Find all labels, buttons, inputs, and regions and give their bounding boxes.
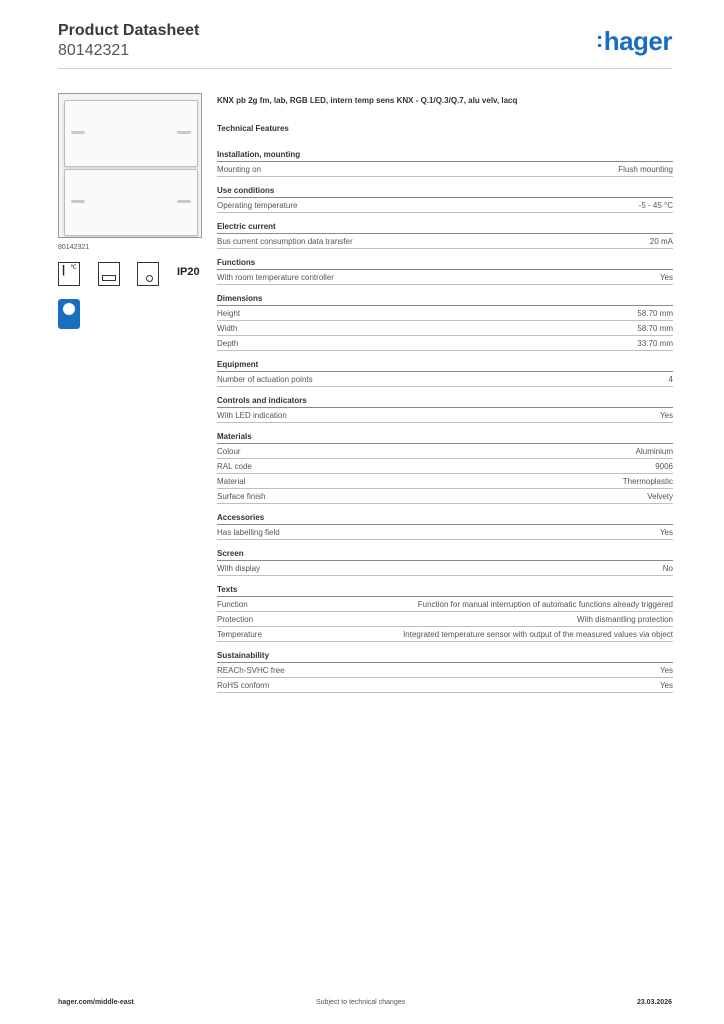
section-title: Use conditions	[217, 185, 673, 198]
feature-value: 58.70 mm	[637, 324, 673, 333]
section-title: Controls and indicators	[217, 395, 673, 408]
feature-section	[217, 584, 673, 642]
led-indicator	[177, 200, 191, 203]
technical-features-title: Technical Features	[217, 124, 289, 133]
feature-value: Integrated temperature sensor with output of the measured values via object	[403, 630, 673, 639]
feature-row	[217, 321, 673, 336]
section-title: Materials	[217, 431, 673, 444]
feature-row	[217, 561, 673, 576]
document-number: 80142321	[58, 42, 130, 59]
feature-row	[217, 444, 673, 459]
feature-label: With room temperature controller	[217, 273, 334, 282]
feature-value: 4	[668, 375, 673, 384]
feature-value: Aluminium	[635, 447, 673, 456]
feature-sections	[217, 149, 673, 693]
section-title: Sustainability	[217, 650, 673, 663]
feature-label: Function	[217, 600, 248, 609]
feature-row	[217, 234, 673, 249]
feature-label: RoHS conform	[217, 681, 270, 690]
rocker-bottom	[64, 169, 198, 236]
technical-features	[217, 95, 673, 701]
footer-notice: Subject to technical changes	[316, 999, 406, 1006]
feature-section	[217, 431, 673, 504]
feature-section	[217, 185, 673, 213]
feature-row	[217, 489, 673, 504]
feature-row	[217, 474, 673, 489]
feature-section	[217, 512, 673, 540]
feature-label: Colour	[217, 447, 241, 456]
feature-section	[217, 257, 673, 285]
feature-value: Yes	[659, 273, 673, 282]
led-indicator	[71, 131, 85, 134]
feature-value: With dismantling protection	[576, 615, 673, 624]
image-reference: 80142321	[58, 244, 90, 251]
feature-value: Yes	[659, 681, 673, 690]
feature-row	[217, 198, 673, 213]
section-title: Functions	[217, 257, 673, 270]
feature-label: Width	[217, 324, 238, 333]
logo-text: hager	[603, 26, 672, 56]
feature-label: Surface finish	[217, 492, 266, 501]
feature-label: Depth	[217, 339, 239, 348]
led-indicator	[71, 200, 85, 203]
feature-value: Flush mounting	[618, 165, 673, 174]
feature-value: 20 mA	[649, 237, 673, 246]
led-indicator	[177, 131, 191, 134]
feature-label: Height	[217, 309, 241, 318]
document-header	[58, 21, 199, 61]
feature-label: REACh-SVHC free	[217, 666, 285, 675]
feature-row	[217, 459, 673, 474]
panel-icon	[98, 262, 120, 286]
feature-row	[217, 372, 673, 387]
section-title: Texts	[217, 584, 673, 597]
feature-label: Bus current consumption data transfer	[217, 237, 353, 246]
feature-row	[217, 162, 673, 177]
feature-section	[217, 548, 673, 576]
feature-row	[217, 408, 673, 423]
celsius-glyph: ℃	[70, 265, 77, 271]
section-title: Electric current	[217, 221, 673, 234]
feature-section	[217, 149, 673, 177]
feature-value: Function for manual interruption of automatic functions already triggered	[417, 600, 673, 609]
section-title: Dimensions	[217, 293, 673, 306]
feature-section	[217, 395, 673, 423]
feature-value: -5 - 45 °C	[638, 201, 673, 210]
feature-section	[217, 650, 673, 693]
feature-row	[217, 627, 673, 642]
feature-row	[217, 336, 673, 351]
header-divider	[58, 68, 672, 69]
product-description: KNX pb 2g fm, lab, RGB LED, intern temp sens KNX - Q.1/Q.3/Q.7, alu velv, lacq	[217, 96, 518, 105]
section-title: Equipment	[217, 359, 673, 372]
feature-label: Material	[217, 477, 246, 486]
sensor-icon	[137, 262, 159, 286]
ip-rating-badge: IP20	[177, 266, 200, 278]
section-title: Accessories	[217, 512, 673, 525]
hager-logo	[596, 26, 672, 57]
feature-section	[217, 221, 673, 249]
feature-value: Yes	[659, 666, 673, 675]
thermometer-icon: | ℃	[58, 262, 80, 286]
feature-label: Operating temperature	[217, 201, 298, 210]
feature-value: Thermoplastic	[622, 477, 673, 486]
product-image	[58, 93, 202, 238]
feature-value: 58.70 mm	[637, 309, 673, 318]
feature-row	[217, 525, 673, 540]
footer-website: hager.com/middle-east	[58, 999, 134, 1006]
feature-value: 33.70 mm	[637, 339, 673, 348]
feature-label: With LED indication	[217, 411, 287, 420]
feature-row	[217, 270, 673, 285]
feature-row	[217, 612, 673, 627]
feature-label: With display	[217, 564, 261, 573]
feature-label: Has labelling field	[217, 528, 280, 537]
feature-row	[217, 663, 673, 678]
footer-date: 23.03.2026	[636, 999, 672, 1006]
feature-value: No	[662, 564, 673, 573]
feature-value: 9006	[655, 462, 673, 471]
logo-colon: :	[595, 27, 603, 52]
feature-row	[217, 678, 673, 693]
feature-value: Velvety	[647, 492, 673, 501]
knx-logo-icon	[58, 299, 80, 329]
document-title: Product Datasheet	[58, 22, 200, 39]
feature-section	[217, 293, 673, 351]
feature-label: Mounting on	[217, 165, 262, 174]
feature-label: Protection	[217, 615, 254, 624]
section-title: Installation, mounting	[217, 149, 673, 162]
feature-row	[217, 597, 673, 612]
feature-label: Temperature	[217, 630, 262, 639]
feature-label: RAL code	[217, 462, 252, 471]
feature-value: Yes	[659, 411, 673, 420]
rocker-top	[64, 100, 198, 167]
feature-value: Yes	[659, 528, 673, 537]
section-title: Screen	[217, 548, 673, 561]
feature-section	[217, 359, 673, 387]
feature-row	[217, 306, 673, 321]
feature-label: Number of actuation points	[217, 375, 313, 384]
